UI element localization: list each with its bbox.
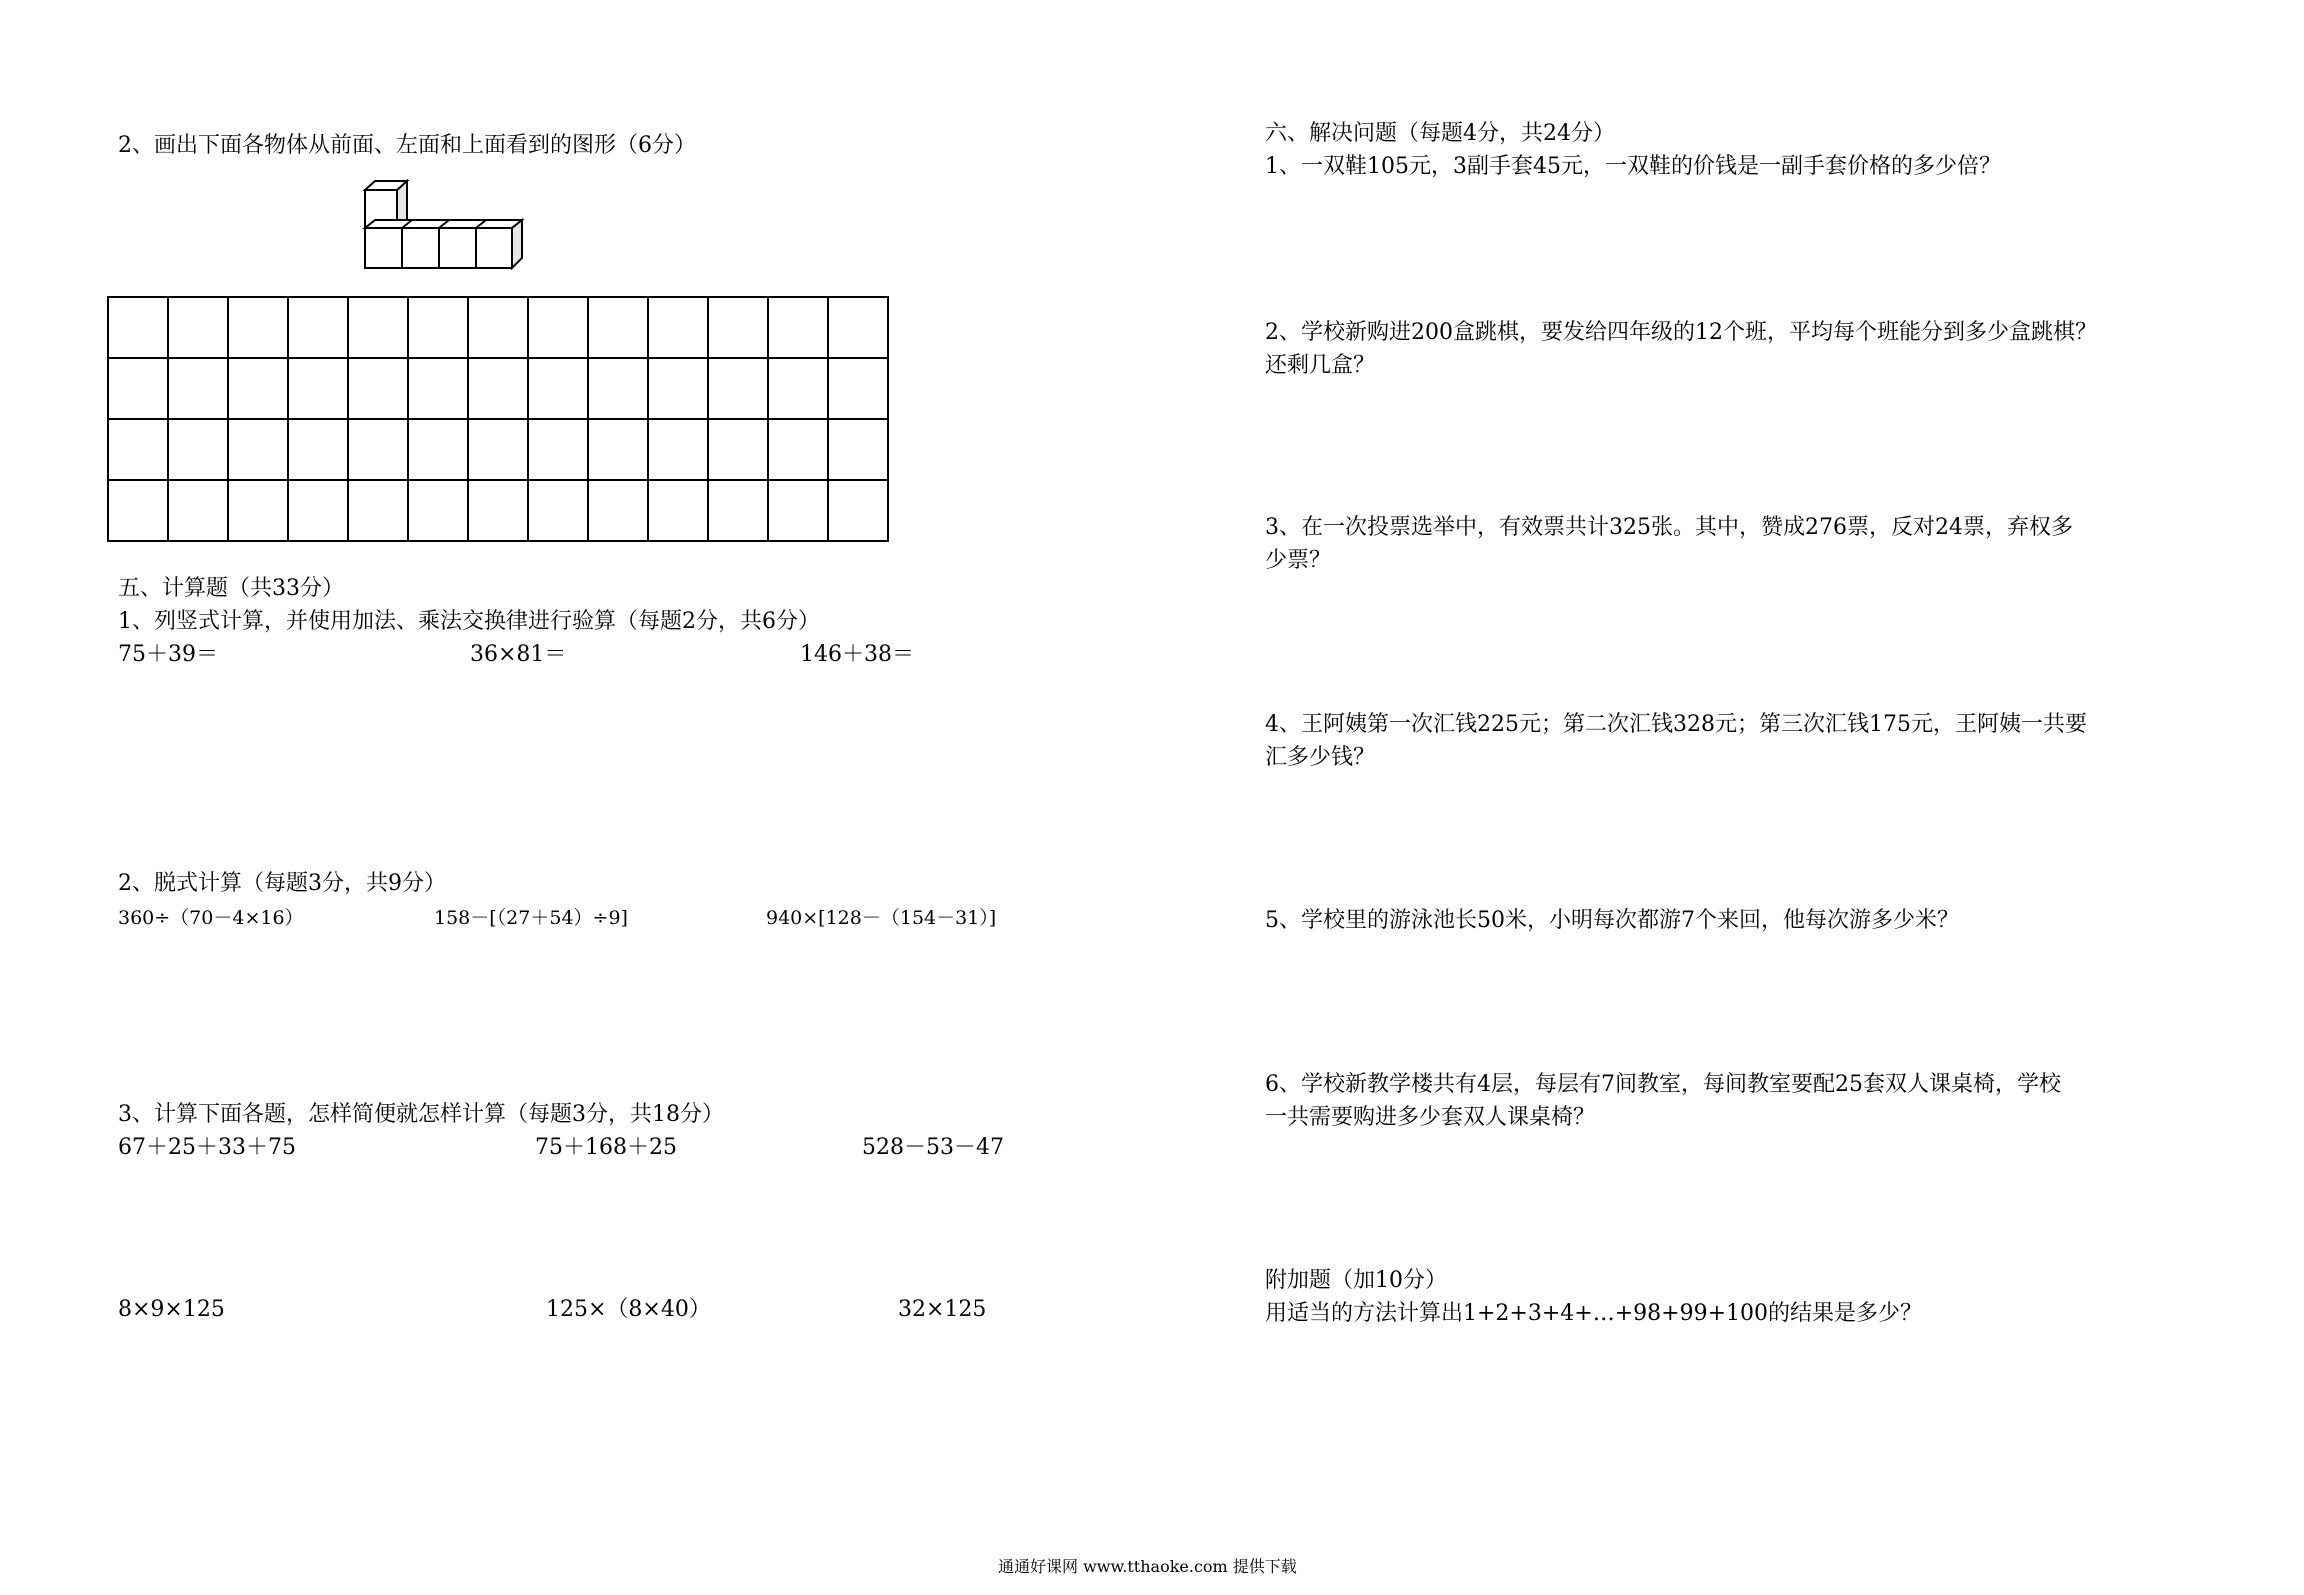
word-problem-6-line1: 6、学校新教学楼共有4层，每层有7间教室，每间教室要配25套双人课桌椅，学校 [1265,1072,2061,1097]
calc-item: 36×81＝ [470,642,567,667]
word-problem-4-line2: 汇多少钱？ [1265,745,1376,770]
word-problem-5: 5、学校里的游泳池长50米，小明每次都游7个来回，他每次游多少米？ [1265,908,1959,933]
word-problem-1: 1、一双鞋105元，3副手套45元，一双鞋的价钱是一副手套价格的多少倍？ [1265,154,2001,179]
bonus-question: 用适当的方法计算出1+2+3+4+…+98+99+100的结果是多少？ [1265,1301,1923,1326]
calc-item: 158－[（27＋54）÷9] [434,907,628,929]
word-problem-3-line1: 3、在一次投票选举中，有效票共计325张。其中，赞成276票，反对24票，弃权多 [1265,515,2073,540]
word-problem-2-line1: 2、学校新购进200盒跳棋，要发给四年级的12个班，平均每个班能分到多少盒跳棋？ [1265,320,2097,345]
question-4-2-title: 2、画出下面各物体从前面、左面和上面看到的图形（6分） [118,133,696,158]
word-problem-3-line2: 少票？ [1265,548,1332,573]
section-5-title: 五、计算题（共33分） [118,576,344,601]
cube-stack-figure [355,176,555,286]
calc-item: 8×9×125 [118,1297,225,1322]
calc-item: 940×[128－（154－31）] [766,907,997,929]
calc-item: 125×（8×40） [546,1297,711,1322]
drawing-grid [107,296,889,542]
calc-item: 528－53－47 [862,1135,1004,1160]
word-problem-6-line2: 一共需要购进多少套双人课桌椅？ [1265,1105,1596,1130]
calc-item: 75＋168＋25 [535,1135,677,1160]
calc-item: 67＋25＋33＋75 [118,1135,296,1160]
question-5-1-title: 1、列竖式计算，并使用加法、乘法交换律进行验算（每题2分，共6分） [118,609,820,634]
footer-credit: 通通好课网 www.tthaoke.com 提供下载 [998,1557,1297,1576]
calc-item: 146＋38＝ [800,642,914,667]
word-problem-2-line2: 还剩几盒？ [1265,353,1376,378]
calc-item: 32×125 [898,1297,987,1322]
calc-item: 75＋39＝ [118,642,218,667]
calc-item: 360÷（70－4×16） [118,907,304,929]
question-5-2-title: 2、脱式计算（每题3分，共9分） [118,871,446,896]
bonus-title: 附加题（加10分） [1265,1268,1447,1293]
word-problem-4-line1: 4、王阿姨第一次汇钱225元；第二次汇钱328元；第三次汇钱175元，王阿姨一共要 [1265,712,2087,737]
section-6-title: 六、解决问题（每题4分，共24分） [1265,121,1615,146]
question-5-3-title: 3、计算下面各题，怎样简便就怎样计算（每题3分，共18分） [118,1102,724,1127]
